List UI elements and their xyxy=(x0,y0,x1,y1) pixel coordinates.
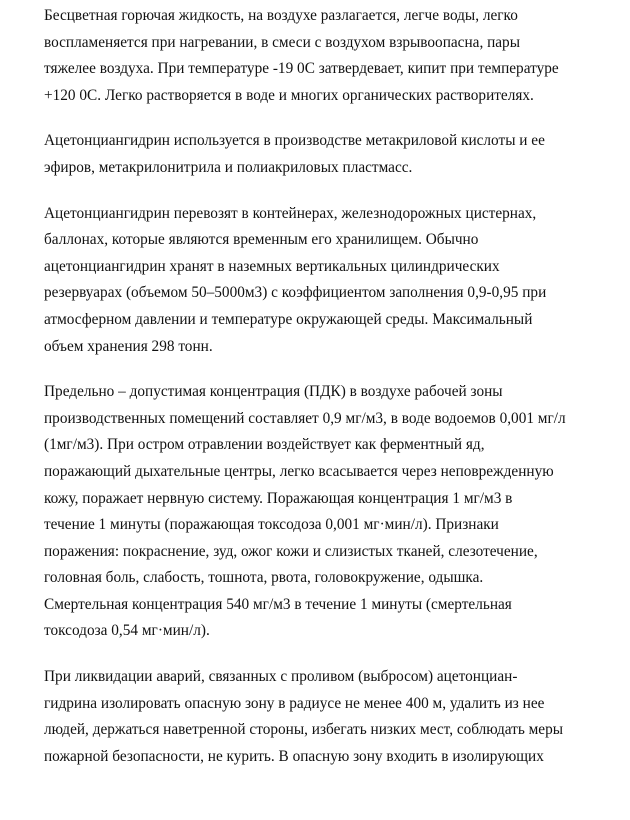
document-page xyxy=(44,0,626,770)
paragraph-storage xyxy=(44,201,626,361)
text-line: производственных помещений составляет 0,9 мг/м3, в воде водоемов 0,001 мг/л xyxy=(44,409,566,427)
text-line: эфиров, метакрилонитрила и полиакриловых пластмасс. xyxy=(44,158,413,176)
paragraph-gap xyxy=(44,360,626,379)
text-line: поражения: покраснение, зуд, ожог кожи и слизистых тканей, слезотечение, xyxy=(44,542,538,560)
text-line: Предельно – допустимая концентрация (ПДК) в воздухе рабочей зоны xyxy=(44,383,503,401)
text-line: токсодоза 0,54 мг·мин/л). xyxy=(44,622,210,640)
paragraph-gap xyxy=(44,109,626,128)
text-line: поражающий дыхательные центры, легко всасывается через неповрежденную xyxy=(44,462,554,480)
paragraph-emergency xyxy=(44,664,626,770)
paragraph-toxicity xyxy=(44,379,626,645)
text-line: баллонах, которые являются временным его хранилищем. Обычно xyxy=(44,231,479,249)
text-line: головная боль, слабость, тошнота, рвота, головокружение, одышка. xyxy=(44,569,484,587)
text-line: Ацетонциангидрин используется в производстве метакриловой кислоты и ее xyxy=(44,132,545,150)
text-line: воспламеняется при нагревании, в смеси с воздухом взрывоопасна, пары xyxy=(44,33,520,51)
text-line: людей, держаться наветренной стороны, избегать низких мест, соблюдать меры xyxy=(44,721,564,739)
text-line: кожу, поражает нервную систему. Поражающая концентрация 1 мг/м3 в xyxy=(44,489,513,507)
text-line: атмосферном давлении и температуре окружающей среды. Максимальный xyxy=(44,310,533,328)
text-line: объем хранения 298 тонн. xyxy=(44,337,213,355)
text-line: пожарной безопасности, не курить. В опасную зону входить в изолирующих xyxy=(44,747,544,765)
text-line: ацетонциангидрин хранят в наземных вертикальных цилиндрических xyxy=(44,257,500,275)
text-line: Смертельная концентрация 540 мг/м3 в течение 1 минуты (смертельная xyxy=(44,595,512,613)
text-line: При ликвидации аварий, связанных с проливом (выбросом) ацетонциан- xyxy=(44,668,518,686)
text-line: гидрина изолировать опасную зону в радиусе не менее 400 м, удалить из нее xyxy=(44,694,545,712)
text-line: тяжелее воздуха. При температуре -19 0С затвердевает, кипит при температуре xyxy=(44,60,559,78)
text-line: резервуарах (объемом 50–5000м3) с коэффициентом заполнения 0,9-0,95 при xyxy=(44,284,547,302)
paragraph-properties xyxy=(44,3,626,109)
text-line: Бесцветная горючая жидкость, на воздухе разлагается, легче воды, легко xyxy=(44,7,518,24)
paragraph-gap xyxy=(44,645,626,664)
paragraph-usage xyxy=(44,128,626,181)
text-line: +120 0С. Легко растворяется в воде и многих органических растворителях. xyxy=(44,86,534,104)
text-line: Ацетонциангидрин перевозят в контейнерах, железнодорожных цистернах, xyxy=(44,204,537,222)
paragraph-gap xyxy=(44,182,626,201)
text-line: (1мг/м3). При остром отравлении воздействует как ферментный яд, xyxy=(44,436,485,454)
text-line: течение 1 минуты (поражающая токсодоза 0,001 мг·мин/л). Признаки xyxy=(44,516,499,534)
